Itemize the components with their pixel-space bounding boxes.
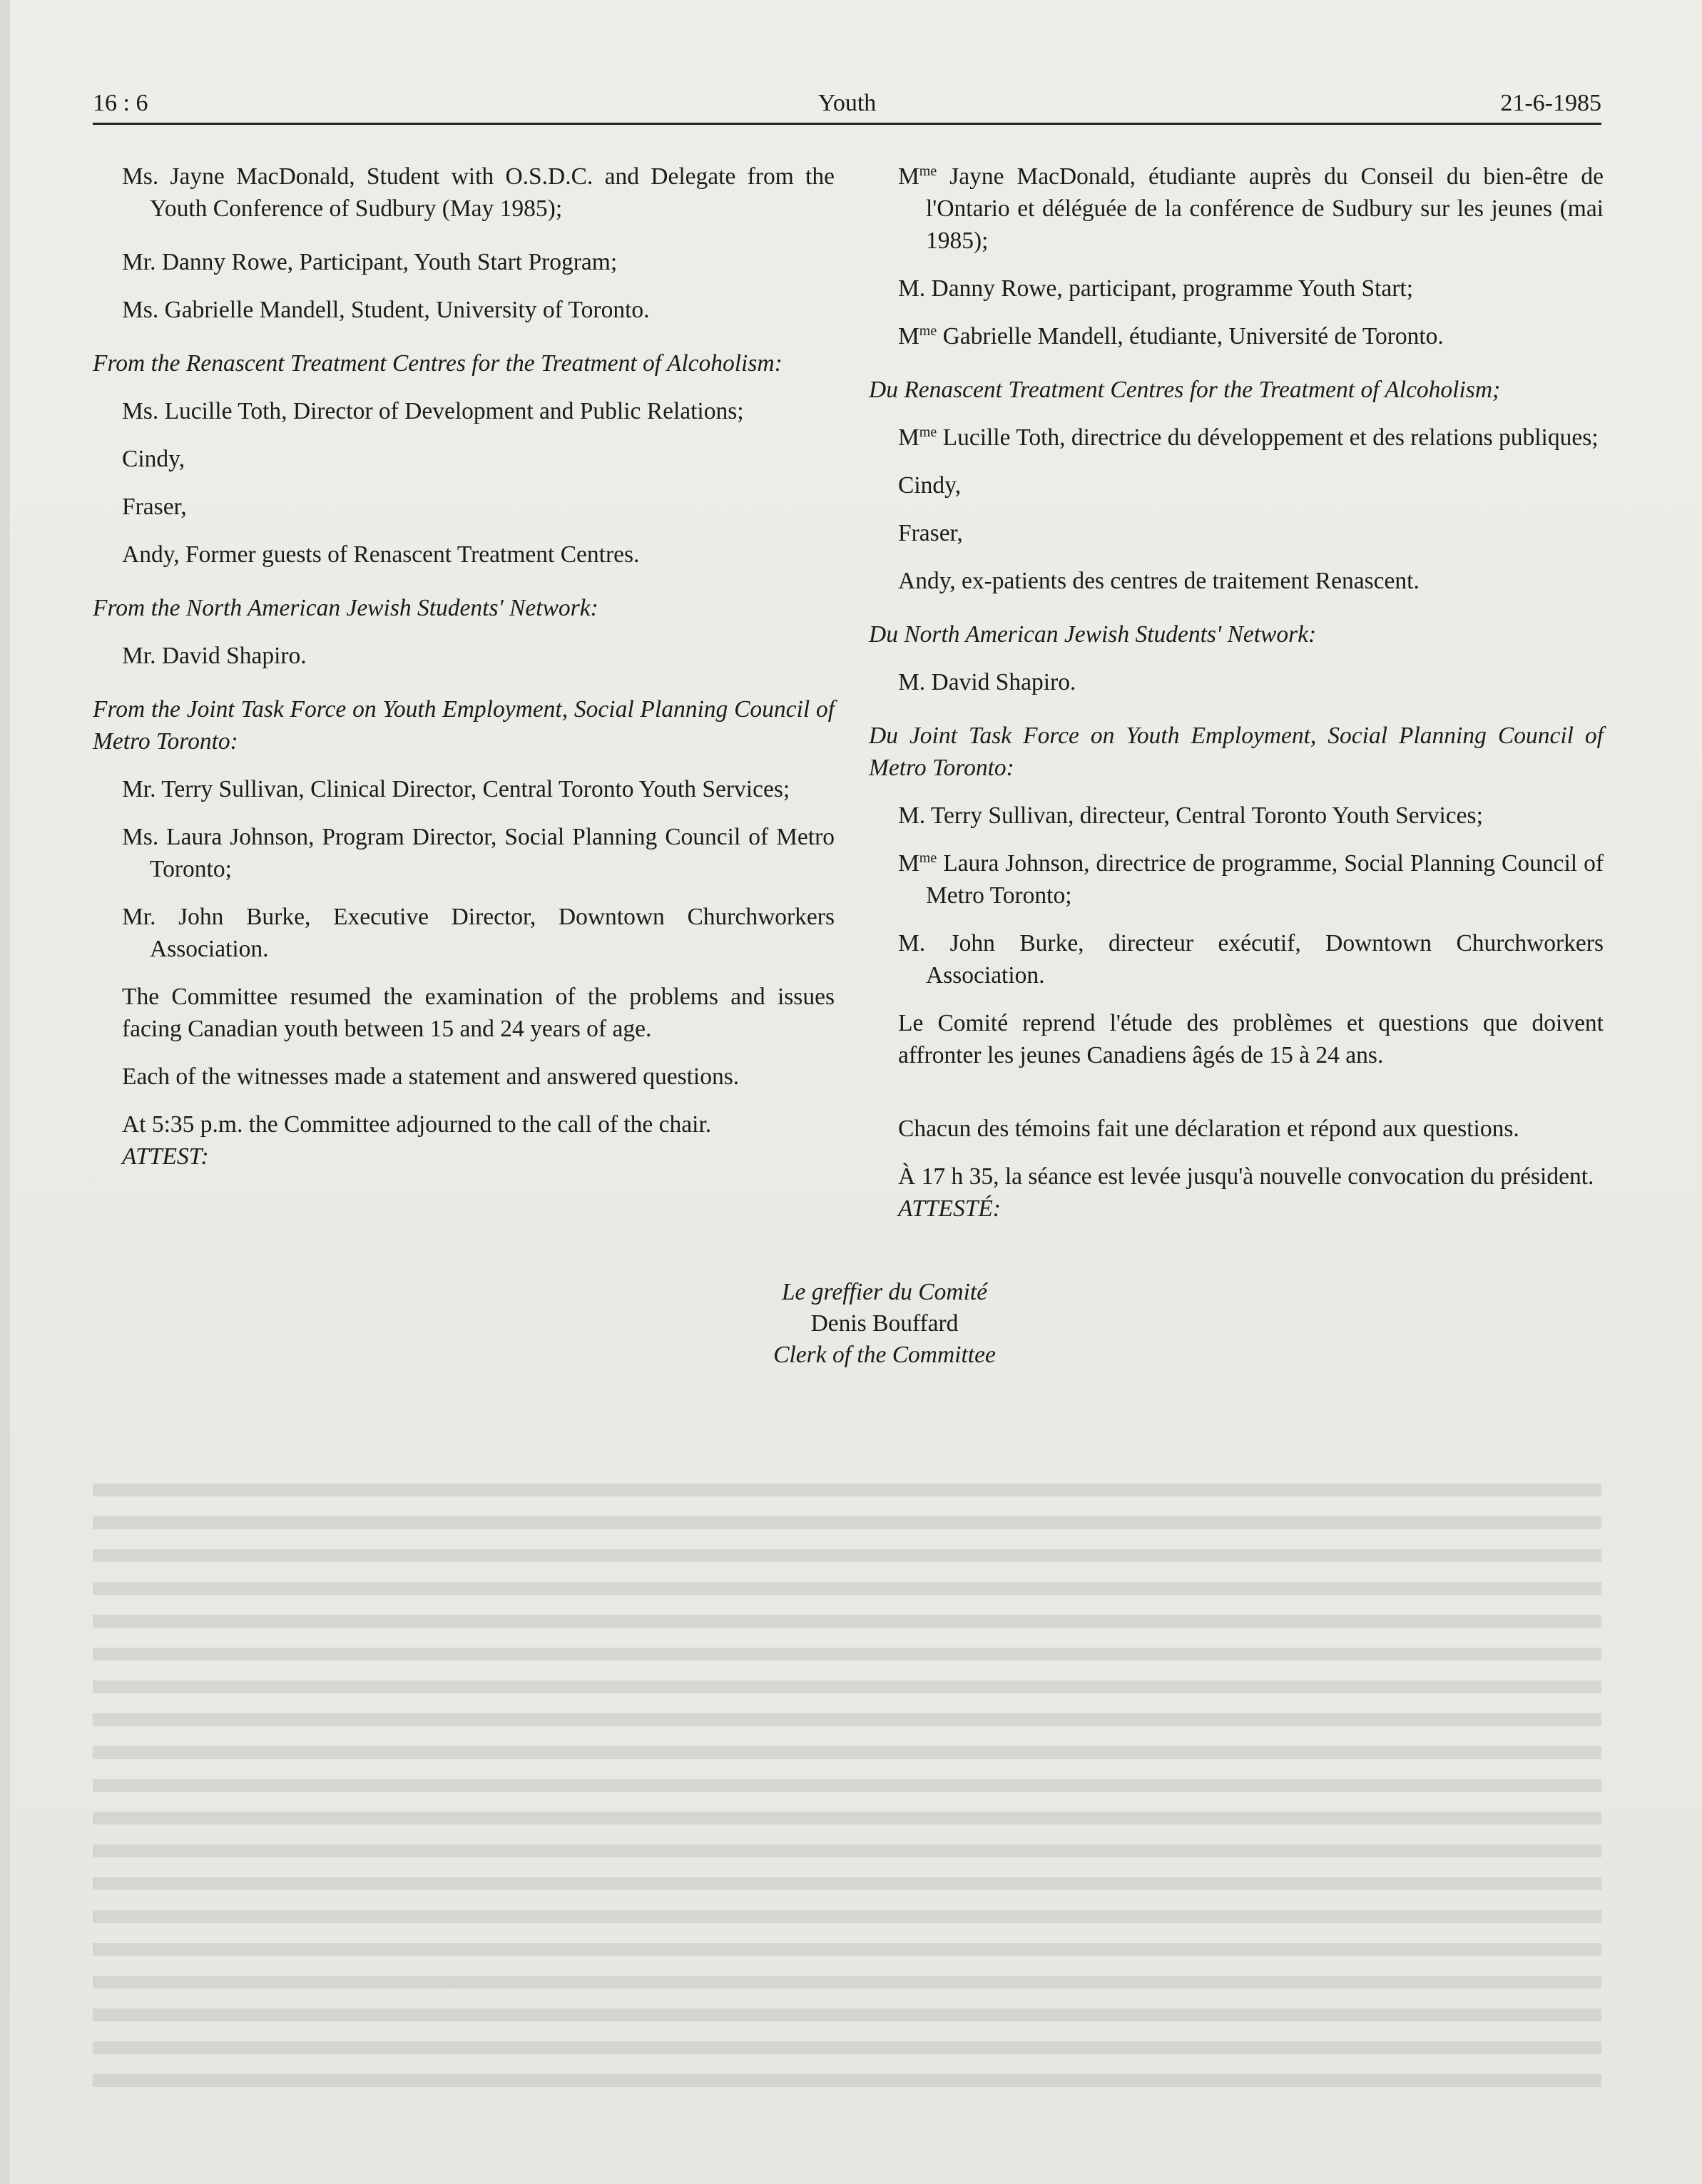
witness-text: Lucille Toth, directrice du développement et des relations publiques; — [937, 424, 1599, 451]
witness-entry: Ms. Laura Johnson, Program Director, Social Planning Council of Metro Toronto; — [122, 824, 835, 882]
organization-heading: From the Renascent Treatment Centres for the Treatment of Alcoholism: — [93, 350, 783, 377]
header-rule — [93, 123, 1601, 125]
minutes-paragraph: Each of the witnesses made a statement and answered questions. — [122, 1063, 740, 1090]
french-column — [869, 160, 1604, 1225]
english-column — [93, 160, 835, 1173]
organization-heading: Du Joint Task Force on Youth Employment, Social Planning Council of Metro Toronto: — [869, 723, 1604, 781]
witness-entry: Fraser, — [122, 494, 187, 520]
witness-entry — [869, 422, 1604, 454]
organization-heading: Du North American Jewish Students' Network: — [869, 621, 1317, 648]
title-superscript: me — [919, 323, 937, 339]
minutes-paragraph: The Committee resumed the examination of the problems and issues facing Canadian youth between 15 and 24 years of age. — [122, 984, 835, 1042]
witness-entry — [869, 320, 1604, 352]
witness-entry: Ms. Lucille Toth, Director of Development and Public Relations; — [122, 398, 744, 424]
minutes-paragraph: À 17 h 35, la séance est levée jusqu'à nouvelle convocation du président. — [898, 1163, 1594, 1190]
title-abbrev: M — [898, 163, 919, 190]
witness-text: Laura Johnson, directrice de programme, Social Planning Council of Metro Toronto; — [926, 850, 1604, 909]
title-superscript: me — [919, 424, 937, 440]
clerk-name: Denis Bouffard — [810, 1310, 959, 1337]
witness-entry: Mr. David Shapiro. — [122, 643, 307, 669]
witness-entry: Mr. Danny Rowe, Participant, Youth Start Program; — [122, 249, 618, 275]
witness-entry: M. Terry Sullivan, directeur, Central Toronto Youth Services; — [898, 802, 1483, 829]
clerk-title-french: Le greffier du Comité — [781, 1279, 988, 1305]
attest-label: ATTEST: — [122, 1143, 209, 1170]
witness-entry: Andy, Former guests of Renascent Treatment Centres. — [122, 541, 640, 568]
witness-entry: Cindy, — [122, 446, 185, 472]
witness-entry: Mr. Terry Sullivan, Clinical Director, Central Toronto Youth Services; — [122, 776, 790, 802]
running-title: Youth — [817, 90, 877, 116]
minutes-paragraph: Chacun des témoins fait une déclaration et répond aux questions. — [898, 1116, 1519, 1142]
witness-entry — [869, 847, 1604, 912]
signature-block — [642, 1277, 1127, 1371]
title-abbrev: M — [898, 424, 919, 451]
witness-entry: Ms. Gabrielle Mandell, Student, University of Toronto. — [122, 297, 650, 323]
header-date: 21-6-1985 — [1500, 90, 1601, 116]
witness-entry: M. John Burke, directeur exécutif, Downtown Churchworkers Association. — [898, 930, 1604, 989]
page-number: 16 : 6 — [93, 90, 148, 116]
attest-label: ATTESTÉ: — [898, 1195, 1001, 1222]
title-superscript: me — [919, 850, 937, 866]
page-edge — [0, 0, 10, 2184]
witness-text: Gabrielle Mandell, étudiante, Université de Toronto. — [937, 323, 1444, 349]
organization-heading: From the Joint Task Force on Youth Employment, Social Planning Council of Metro Toronto: — [93, 696, 835, 755]
clerk-title-english: Clerk of the Committee — [773, 1342, 996, 1368]
witness-entry — [869, 160, 1604, 257]
witness-entry: Ms. Jayne MacDonald, Student with O.S.D.C. and Delegate from the Youth Conference of Sudbury (May 1985); — [122, 163, 835, 222]
witness-entry: M. Danny Rowe, participant, programme Youth Start; — [898, 275, 1414, 302]
organization-heading: Du Renascent Treatment Centres for the Treatment of Alcoholism; — [869, 377, 1501, 403]
show-through-texture — [93, 1484, 1601, 2097]
witness-text: Jayne MacDonald, étudiante auprès du Conseil du bien-être de l'Ontario et déléguée de la conférence de Sudbury sur les jeunes (mai 1985); — [926, 163, 1604, 254]
title-superscript: me — [919, 163, 937, 179]
minutes-paragraph: Le Comité reprend l'étude des problèmes et questions que doivent affronter les jeunes Canadiens âgés de 15 à 24 ans. — [898, 1010, 1604, 1068]
witness-entry: Fraser, — [898, 520, 963, 546]
witness-entry: Andy, ex-patients des centres de traitement Renascent. — [898, 568, 1420, 594]
title-abbrev: M — [898, 850, 919, 877]
witness-entry: Cindy, — [898, 472, 962, 499]
witness-entry: M. David Shapiro. — [898, 669, 1076, 695]
title-abbrev: M — [898, 323, 919, 349]
minutes-paragraph: At 5:35 p.m. the Committee adjourned to the call of the chair. — [122, 1111, 712, 1138]
page-header — [93, 84, 1601, 120]
organization-heading: From the North American Jewish Students' Network: — [93, 595, 598, 621]
witness-entry: Mr. John Burke, Executive Director, Downtown Churchworkers Association. — [122, 904, 835, 962]
